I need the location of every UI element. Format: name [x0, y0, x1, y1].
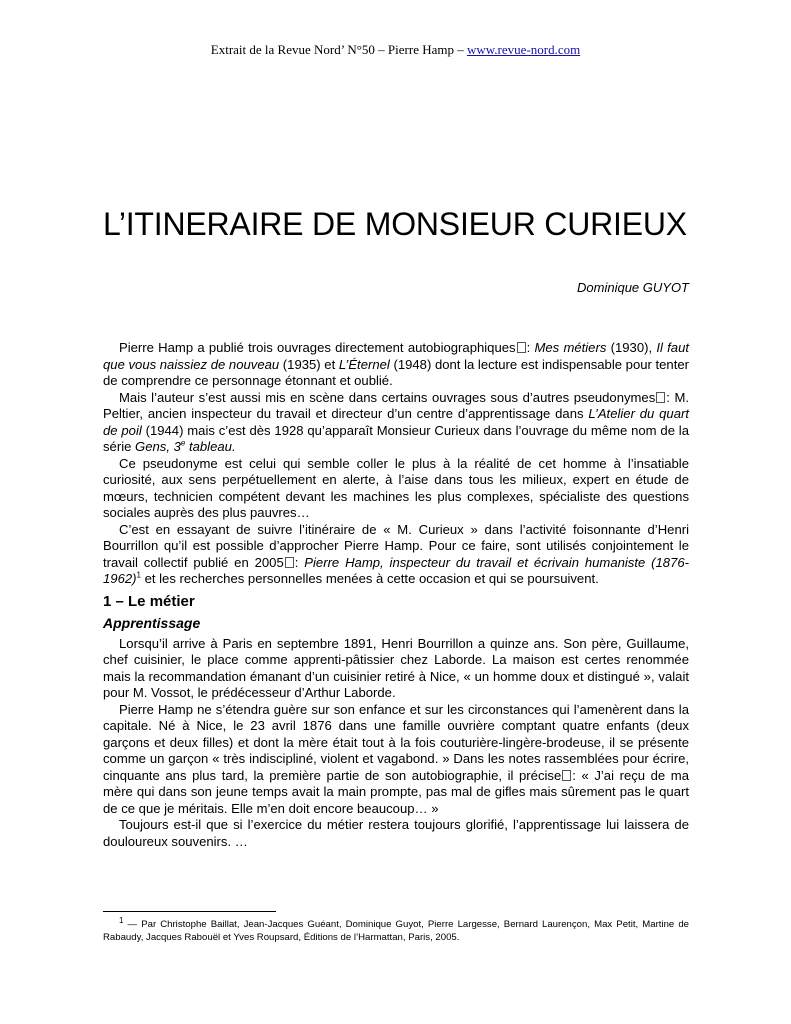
paragraph: Pierre Hamp ne s’étendra guère sur son enfance et sur les circonstances qui l’amenèrent dans la capitale. Né à Nice, le 23 avril 1876 dans une famille ouvrière comptant quatre enfants (deux garçons et deux filles) et dont la mère était tout à la fois couturière-lingère-brodeuse, il se présente comme un garçon « très indiscipliné, violent et vagabond. » Dans les notes rassemblées pour écrire, cinquante ans plus tard, la première partie de son autobiographie, il précise : « J’ai reçu de ma mère qui dans son jeune temps avait la main prompte, pas mal de gifles mais sûrement pas le quart de ce que je méritais. Elle m’en doit encore beaucoup… »	[103, 701, 689, 816]
footnote-text: — Par Christophe Baillat, Jean-Jacques Guéant, Dominique Guyot, Pierre Largesse, Bernard Laurençon, Max Petit, Martine de Rabaudy, Jacques Rabouël et Yves Roupsard, Éditions de l’Harmattan, Paris, 2005.	[103, 919, 689, 943]
paragraph: Lorsqu’il arrive à Paris en septembre 1891, Henri Bourrillon a quinze ans. Son père, Guillaume, chef cuisinier, le place comme apprenti-pâtissier chez Laborde. La maison est certes renommée mais la recommandation émanant d’un cuisinier retiré à Nice, « un homme doux et distingué », valait pour M. Vossot, le prédécesseur d’Arthur Laborde.	[103, 635, 689, 700]
paragraph: C’est en essayant de suivre l’itinéraire de « M. Curieux » dans l’activité foisonnante d’Henri Bourrillon qu’il est possible d’approcher Pierre Hamp. Pour ce faire, sont utilisés conjointement le travail collectif publié en 2005 : Pierre Hamp, inspecteur du travail et écrivain humaniste (1876-1962)$^1$ et les recherches personnelles menées à cette occasion et qui se poursuivent.	[103, 521, 690, 586]
author-name: Dominique GUYOT	[577, 280, 689, 295]
paragraph: Pierre Hamp a publié trois ouvrages directement autobiographiques : Mes métiers (1930), Il faut que vous naissiez de nouveau (1935) et L’Éternel (1948) dont la lecture est indispensable pour tenter de comprendre ce personnage étonnant et oublié.	[103, 340, 690, 388]
missing-glyph-box	[285, 557, 294, 568]
header-text: Extrait de la Revue Nord’ N°50 – Pierre Hamp –	[210, 42, 467, 57]
footnote-divider	[103, 911, 276, 912]
footnote	[103, 915, 689, 944]
article-title: L’ITINERAIRE DE MONSIEUR CURIEUX	[103, 206, 687, 242]
paragraph: Mais l’auteur s’est aussi mis en scène dans certains ouvrages sous d’autres pseudonymes : M. Peltier, ancien inspecteur du travail et directeur d’un centre d’apprentissage dans L’Atelier du quart de poil (1944) mais c’est dès 1928 qu’apparaît Monsieur Curieux dans l’ouvrage du même nom de la série Gens, 3e tableau.	[103, 389, 689, 454]
paragraph: Toujours est-il que si l’exercice du métier restera toujours glorifié, l’apprentissage lui laissera de douloureux souvenirs. …	[103, 817, 689, 849]
page-header	[0, 42, 791, 58]
section-heading: 1 – Le métier	[103, 592, 195, 610]
article-body	[103, 340, 689, 850]
missing-glyph-box	[656, 392, 665, 403]
missing-glyph-box	[562, 770, 571, 781]
missing-glyph-box	[517, 342, 526, 353]
footnote-ref[interactable]: 1	[136, 570, 141, 580]
footnote-number: 1	[119, 915, 124, 925]
paragraph: Ce pseudonyme est celui qui semble coller le plus à la réalité de cet homme à l’insatiable curiosité, aux sens perpétuellement en alerte, à l’aise dans tous les milieux, expert en étude de mœurs, technicien compétent devant les machines les plus complexes, spécialiste des questions sociales auprès des plus pauvres…	[103, 455, 689, 520]
header-link[interactable]: www.revue-nord.com	[466, 42, 581, 57]
subsection-heading: Apprentissage	[103, 615, 201, 631]
